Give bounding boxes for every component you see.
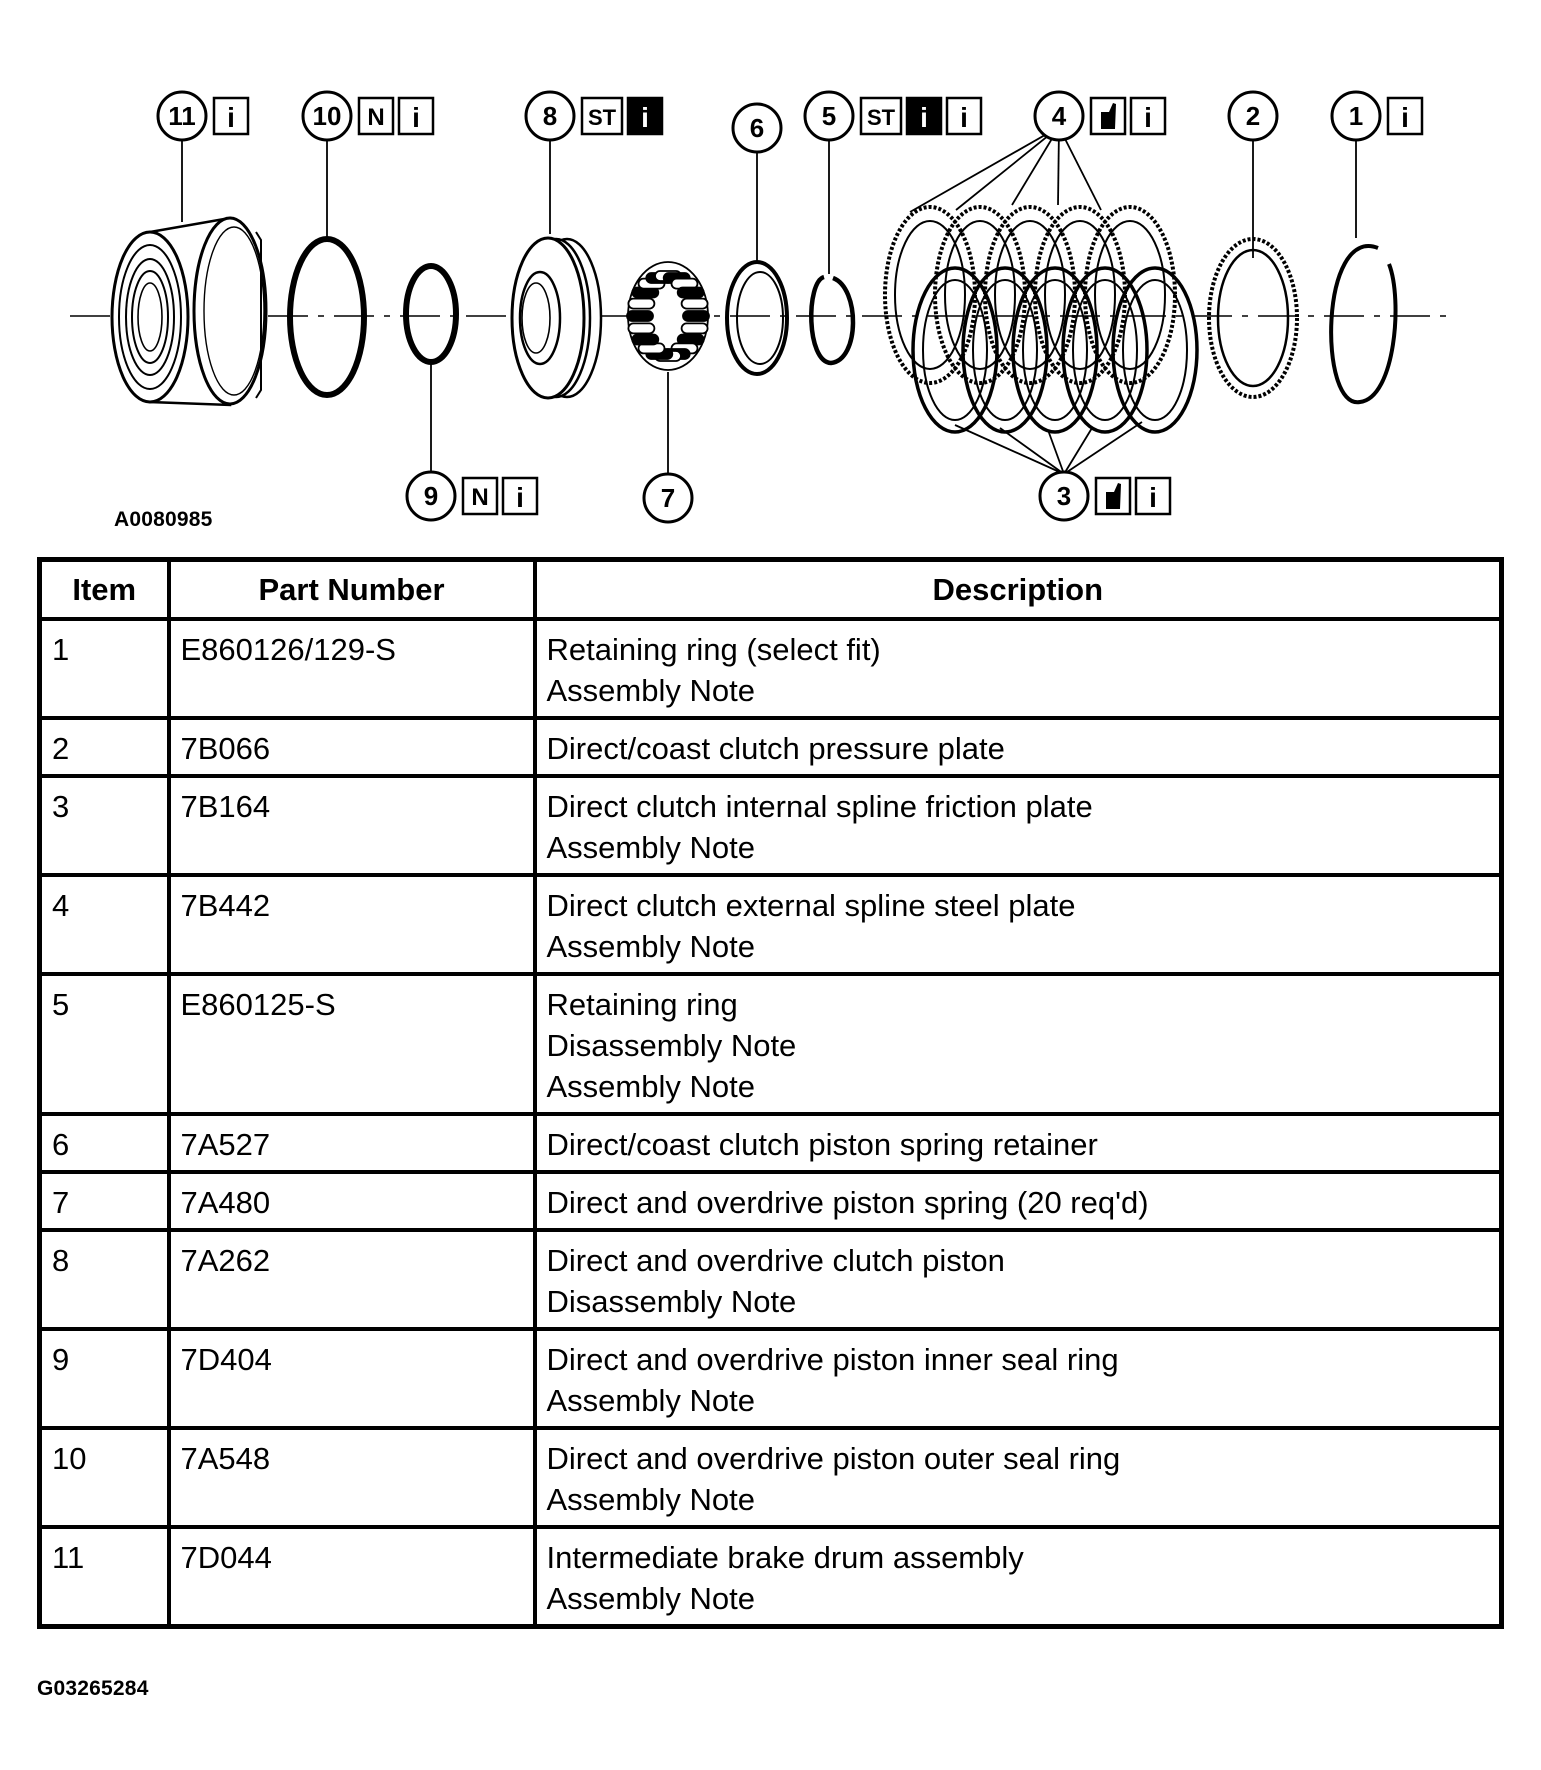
part-number: 7A262 <box>169 1230 535 1329</box>
item-number: 3 <box>40 776 169 875</box>
description <box>535 619 1502 718</box>
info-label: i <box>1401 102 1409 133</box>
callout-3 <box>1040 472 1170 520</box>
info-label: i <box>412 102 420 133</box>
callout-number: 4 <box>1051 101 1067 131</box>
special-tool-icon <box>582 98 622 134</box>
new-part-icon <box>463 478 497 514</box>
part-number: 7A548 <box>169 1428 535 1527</box>
parts-table <box>37 557 1504 1629</box>
description <box>535 1230 1502 1329</box>
description-text: Direct and overdrive clutch piston <box>546 1243 1005 1278</box>
figure-id: A0080985 <box>114 508 213 531</box>
item-number: 1 <box>40 619 169 718</box>
header-part-number: Part Number <box>169 560 535 620</box>
callout-number: 3 <box>1056 481 1072 511</box>
note-label: Assembly Note <box>546 1581 755 1616</box>
part-1-retaining-ring <box>1331 246 1395 402</box>
description <box>535 1172 1502 1230</box>
part-8-clutch-piston <box>512 238 601 398</box>
description-text: Retaining ring <box>546 987 738 1022</box>
table-header-row <box>40 560 1502 620</box>
description-text: Direct clutch external spline steel plate <box>546 888 1076 923</box>
callout-number: 9 <box>423 481 439 511</box>
info-label: i <box>1144 102 1152 133</box>
table-row <box>40 875 1502 974</box>
item-number: 6 <box>40 1114 169 1172</box>
item-number: 9 <box>40 1329 169 1428</box>
info-label: i <box>960 102 968 133</box>
callout-number: 5 <box>821 101 837 131</box>
header-description: Description <box>535 560 1502 620</box>
part-number: 7B066 <box>169 718 535 776</box>
table-row <box>40 1230 1502 1329</box>
new-part-label: N <box>367 104 385 131</box>
item-number: 4 <box>40 875 169 974</box>
description-text: Direct and overdrive piston outer seal ring <box>546 1441 1121 1476</box>
description <box>535 1329 1502 1428</box>
callout-number: 7 <box>660 483 676 513</box>
table-row <box>40 1527 1502 1627</box>
callout-4 <box>1035 92 1165 140</box>
note-label: Disassembly Note <box>546 1284 797 1319</box>
table-row <box>40 718 1502 776</box>
item-number: 2 <box>40 718 169 776</box>
callout-number: 6 <box>749 113 765 143</box>
callout-10 <box>303 92 433 140</box>
note-label: Assembly Note <box>546 1069 755 1104</box>
part-5-retaining-ring <box>811 277 853 363</box>
part-11-brake-drum <box>112 218 266 405</box>
part-7-piston-springs <box>627 262 709 370</box>
description <box>535 718 1502 776</box>
callout-number: 2 <box>1245 101 1261 131</box>
description-text: Direct and overdrive piston spring (20 req'd) <box>546 1185 1149 1220</box>
info-label: i <box>1149 482 1157 513</box>
info-icon <box>947 98 981 134</box>
callout-11 <box>158 92 248 140</box>
part-number: E860125-S <box>169 974 535 1114</box>
callout-number: 1 <box>1348 101 1364 131</box>
callout-7 <box>644 474 692 522</box>
table-row <box>40 619 1502 718</box>
callout-1 <box>1332 92 1422 140</box>
table-row <box>40 974 1502 1114</box>
note-label: Assembly Note <box>546 1383 755 1418</box>
info-icon <box>214 98 248 134</box>
item-number: 8 <box>40 1230 169 1329</box>
callout-6 <box>733 104 781 152</box>
callout-5 <box>805 92 981 140</box>
description <box>535 1428 1502 1527</box>
info-inverted-icon <box>907 98 941 134</box>
note-label: Assembly Note <box>546 830 755 865</box>
part-number: 7B442 <box>169 875 535 974</box>
lubricate-icon <box>1091 98 1125 134</box>
callout-8 <box>526 92 662 140</box>
info-icon <box>399 98 433 134</box>
description <box>535 776 1502 875</box>
item-number: 10 <box>40 1428 169 1527</box>
table-row <box>40 1114 1502 1172</box>
info-icon <box>1131 98 1165 134</box>
part-number: 7A527 <box>169 1114 535 1172</box>
info-label: i <box>641 102 649 133</box>
new-part-label: N <box>471 484 489 511</box>
item-number: 5 <box>40 974 169 1114</box>
special-tool-label: ST <box>587 105 617 130</box>
description <box>535 1527 1502 1627</box>
item-number: 11 <box>40 1527 169 1627</box>
note-label: Disassembly Note <box>546 1028 797 1063</box>
leader-lines <box>182 127 1356 474</box>
info-inverted-icon <box>628 98 662 134</box>
table-row <box>40 1428 1502 1527</box>
table-row <box>40 776 1502 875</box>
info-icon <box>1136 478 1170 514</box>
description <box>535 1114 1502 1172</box>
callout-number: 8 <box>542 101 558 131</box>
part-10-outer-seal-ring <box>290 239 364 395</box>
new-part-icon <box>359 98 393 134</box>
callout-9 <box>407 472 537 520</box>
description-text: Direct and overdrive piston inner seal ring <box>546 1342 1119 1377</box>
part-number: 7A480 <box>169 1172 535 1230</box>
part-6-spring-retainer <box>727 262 787 374</box>
info-label: i <box>516 482 524 513</box>
item-number: 7 <box>40 1172 169 1230</box>
table-row <box>40 1172 1502 1230</box>
part-number: 7B164 <box>169 776 535 875</box>
part-number: 7D404 <box>169 1329 535 1428</box>
callout-number: 11 <box>168 101 196 131</box>
part-2-pressure-plate <box>1209 239 1297 397</box>
special-tool-label: ST <box>866 105 896 130</box>
description-text: Direct/coast clutch pressure plate <box>546 731 1005 766</box>
note-label: Assembly Note <box>546 1482 755 1517</box>
description-text: Direct clutch internal spline friction plate <box>546 789 1093 824</box>
info-icon <box>503 478 537 514</box>
table-row <box>40 1329 1502 1428</box>
description <box>535 974 1502 1114</box>
part-9-inner-seal-ring <box>406 266 456 362</box>
description-text: Direct/coast clutch piston spring retainer <box>546 1127 1098 1162</box>
document-id: G03265284 <box>37 1677 149 1700</box>
part-number: E860126/129-S <box>169 619 535 718</box>
part-number: 7D044 <box>169 1527 535 1627</box>
info-label: i <box>227 102 235 133</box>
exploded-diagram <box>0 0 1541 540</box>
header-item: Item <box>40 560 169 620</box>
info-label: i <box>920 102 928 133</box>
description-text: Intermediate brake drum assembly <box>546 1540 1024 1575</box>
note-label: Assembly Note <box>546 673 755 708</box>
description <box>535 875 1502 974</box>
callout-2 <box>1229 92 1277 140</box>
info-icon <box>1388 98 1422 134</box>
lubricate-icon <box>1096 478 1130 514</box>
special-tool-icon <box>861 98 901 134</box>
description-text: Retaining ring (select fit) <box>546 632 881 667</box>
callout-number: 10 <box>312 101 342 131</box>
note-label: Assembly Note <box>546 929 755 964</box>
part-3-4-clutch-plates <box>885 207 1197 432</box>
